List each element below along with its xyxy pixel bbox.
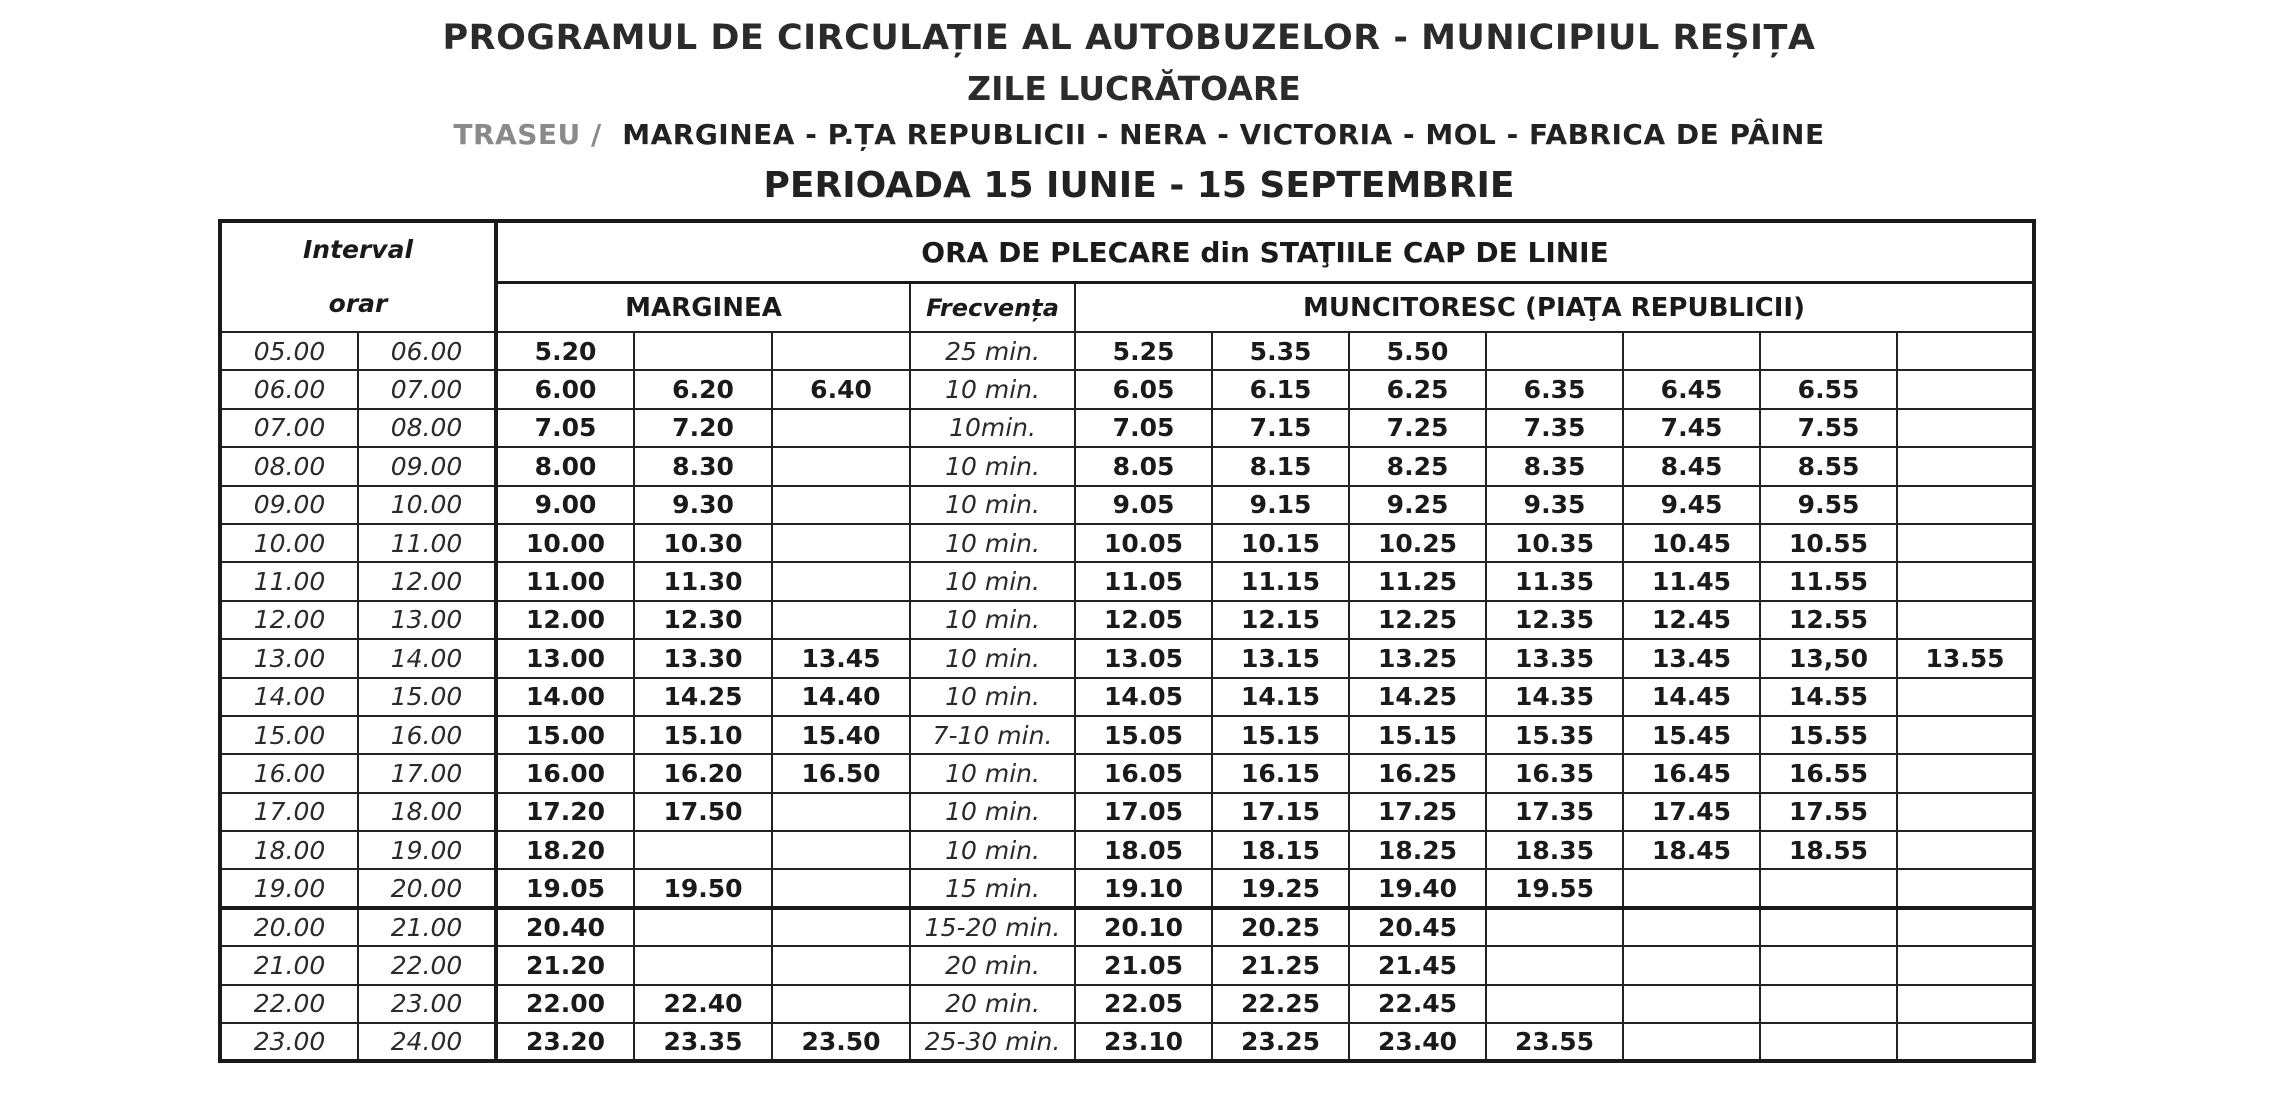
frequency-cell: 10 min. bbox=[910, 754, 1075, 792]
muncitoresc-departure: 15.45 bbox=[1623, 716, 1760, 754]
marginea-departure bbox=[634, 908, 772, 946]
muncitoresc-departure: 20.10 bbox=[1075, 908, 1212, 946]
marginea-departure bbox=[772, 869, 910, 907]
marginea-departure: 11.30 bbox=[634, 562, 772, 600]
period-title: PERIOADA 15 IUNIE - 15 SEPTEMBRIE bbox=[763, 165, 1515, 206]
interval-to: 24.00 bbox=[358, 1023, 496, 1061]
marginea-departure: 10.30 bbox=[634, 524, 772, 562]
muncitoresc-departure bbox=[1897, 332, 2034, 370]
muncitoresc-departure: 10.55 bbox=[1760, 524, 1897, 562]
muncitoresc-departure: 10.05 bbox=[1075, 524, 1212, 562]
interval-to: 13.00 bbox=[358, 601, 496, 639]
muncitoresc-departure: 6.45 bbox=[1623, 370, 1760, 408]
muncitoresc-departure: 14.15 bbox=[1212, 678, 1349, 716]
muncitoresc-departure: 18.45 bbox=[1623, 831, 1760, 869]
muncitoresc-departure bbox=[1623, 946, 1760, 984]
table-row bbox=[220, 601, 2034, 639]
muncitoresc-header: MUNCITORESC (PIAŢA REPUBLICII) bbox=[1075, 283, 2034, 332]
muncitoresc-departure: 5.50 bbox=[1349, 332, 1486, 370]
page-title: PROGRAMUL DE CIRCULAȚIE AL AUTOBUZELOR - MUNICIPIUL REȘIȚA bbox=[442, 18, 1816, 58]
frequency-cell: 10min. bbox=[910, 409, 1075, 447]
muncitoresc-departure: 13.35 bbox=[1486, 639, 1623, 677]
marginea-departure: 8.00 bbox=[496, 447, 634, 485]
muncitoresc-departure: 8.05 bbox=[1075, 447, 1212, 485]
muncitoresc-departure: 15.15 bbox=[1349, 716, 1486, 754]
interval-to: 20.00 bbox=[358, 869, 496, 907]
interval-to: 12.00 bbox=[358, 562, 496, 600]
interval-to: 21.00 bbox=[358, 908, 496, 946]
muncitoresc-departure: 13.25 bbox=[1349, 639, 1486, 677]
muncitoresc-departure: 19.40 bbox=[1349, 869, 1486, 907]
marginea-departure: 13.45 bbox=[772, 639, 910, 677]
marginea-departure: 8.30 bbox=[634, 447, 772, 485]
muncitoresc-departure: 8.55 bbox=[1760, 447, 1897, 485]
muncitoresc-departure: 13.55 bbox=[1897, 639, 2034, 677]
muncitoresc-departure: 9.05 bbox=[1075, 486, 1212, 524]
marginea-departure: 10.00 bbox=[496, 524, 634, 562]
muncitoresc-departure bbox=[1760, 908, 1897, 946]
muncitoresc-departure: 13.05 bbox=[1075, 639, 1212, 677]
marginea-departure: 23.20 bbox=[496, 1023, 634, 1061]
interval-to: 08.00 bbox=[358, 409, 496, 447]
muncitoresc-departure bbox=[1897, 601, 2034, 639]
marginea-departure: 19.50 bbox=[634, 869, 772, 907]
marginea-departure bbox=[772, 946, 910, 984]
muncitoresc-departure: 19.10 bbox=[1075, 869, 1212, 907]
interval-from: 05.00 bbox=[220, 332, 358, 370]
marginea-departure bbox=[772, 831, 910, 869]
muncitoresc-departure: 12.15 bbox=[1212, 601, 1349, 639]
marginea-departure: 14.40 bbox=[772, 678, 910, 716]
interval-from: 07.00 bbox=[220, 409, 358, 447]
interval-from: 21.00 bbox=[220, 946, 358, 984]
muncitoresc-departure: 21.05 bbox=[1075, 946, 1212, 984]
frequency-cell: 10 min. bbox=[910, 639, 1075, 677]
interval-from: 17.00 bbox=[220, 793, 358, 831]
marginea-departure: 22.00 bbox=[496, 985, 634, 1023]
interval-to: 16.00 bbox=[358, 716, 496, 754]
muncitoresc-departure: 22.45 bbox=[1349, 985, 1486, 1023]
muncitoresc-departure: 15.55 bbox=[1760, 716, 1897, 754]
route-line bbox=[0, 118, 2278, 151]
table-row bbox=[220, 447, 2034, 485]
marginea-departure bbox=[772, 332, 910, 370]
marginea-departure: 17.50 bbox=[634, 793, 772, 831]
marginea-departure bbox=[634, 332, 772, 370]
muncitoresc-departure bbox=[1623, 332, 1760, 370]
interval-from: 14.00 bbox=[220, 678, 358, 716]
marginea-departure: 22.40 bbox=[634, 985, 772, 1023]
frequency-cell: 25 min. bbox=[910, 332, 1075, 370]
marginea-departure: 9.00 bbox=[496, 486, 634, 524]
marginea-departure: 23.50 bbox=[772, 1023, 910, 1061]
muncitoresc-departure: 23.10 bbox=[1075, 1023, 1212, 1061]
muncitoresc-departure: 17.15 bbox=[1212, 793, 1349, 831]
muncitoresc-departure bbox=[1897, 562, 2034, 600]
marginea-departure: 16.20 bbox=[634, 754, 772, 792]
marginea-departure: 9.30 bbox=[634, 486, 772, 524]
muncitoresc-departure: 5.35 bbox=[1212, 332, 1349, 370]
frequency-cell: 15 min. bbox=[910, 869, 1075, 907]
marginea-departure: 19.05 bbox=[496, 869, 634, 907]
muncitoresc-departure bbox=[1623, 869, 1760, 907]
muncitoresc-departure: 12.55 bbox=[1760, 601, 1897, 639]
muncitoresc-departure: 11.05 bbox=[1075, 562, 1212, 600]
marginea-departure bbox=[634, 831, 772, 869]
marginea-header: MARGINEA bbox=[496, 283, 910, 332]
marginea-departure: 14.00 bbox=[496, 678, 634, 716]
frequency-cell: 10 min. bbox=[910, 678, 1075, 716]
interval-to: 07.00 bbox=[358, 370, 496, 408]
muncitoresc-departure: 14.55 bbox=[1760, 678, 1897, 716]
table-row bbox=[220, 793, 2034, 831]
interval-from: 08.00 bbox=[220, 447, 358, 485]
marginea-departure: 6.00 bbox=[496, 370, 634, 408]
muncitoresc-departure bbox=[1623, 908, 1760, 946]
muncitoresc-departure: 10.45 bbox=[1623, 524, 1760, 562]
frequency-cell: 15-20 min. bbox=[910, 908, 1075, 946]
marginea-departure bbox=[772, 908, 910, 946]
marginea-departure: 15.40 bbox=[772, 716, 910, 754]
interval-to: 19.00 bbox=[358, 831, 496, 869]
muncitoresc-departure bbox=[1486, 908, 1623, 946]
frequency-cell: 10 min. bbox=[910, 524, 1075, 562]
muncitoresc-departure: 23.55 bbox=[1486, 1023, 1623, 1061]
interval-to: 18.00 bbox=[358, 793, 496, 831]
table-row bbox=[220, 985, 2034, 1023]
marginea-departure: 12.30 bbox=[634, 601, 772, 639]
muncitoresc-departure bbox=[1897, 409, 2034, 447]
muncitoresc-departure: 15.05 bbox=[1075, 716, 1212, 754]
interval-to: 09.00 bbox=[358, 447, 496, 485]
table-row bbox=[220, 716, 2034, 754]
muncitoresc-departure bbox=[1760, 869, 1897, 907]
muncitoresc-departure: 6.05 bbox=[1075, 370, 1212, 408]
muncitoresc-departure: 9.35 bbox=[1486, 486, 1623, 524]
muncitoresc-departure: 13.45 bbox=[1623, 639, 1760, 677]
marginea-departure bbox=[634, 946, 772, 984]
muncitoresc-departure: 12.05 bbox=[1075, 601, 1212, 639]
muncitoresc-departure: 18.35 bbox=[1486, 831, 1623, 869]
frequency-cell: 10 min. bbox=[910, 601, 1075, 639]
frequency-cell: 10 min. bbox=[910, 370, 1075, 408]
muncitoresc-departure bbox=[1486, 332, 1623, 370]
interval-from: 11.00 bbox=[220, 562, 358, 600]
muncitoresc-departure: 16.05 bbox=[1075, 754, 1212, 792]
muncitoresc-departure: 18.55 bbox=[1760, 831, 1897, 869]
interval-to: 22.00 bbox=[358, 946, 496, 984]
marginea-departure: 14.25 bbox=[634, 678, 772, 716]
muncitoresc-departure bbox=[1760, 946, 1897, 984]
marginea-departure bbox=[772, 409, 910, 447]
route-label: TRASEU / bbox=[453, 118, 602, 151]
muncitoresc-departure: 7.05 bbox=[1075, 409, 1212, 447]
muncitoresc-departure: 8.15 bbox=[1212, 447, 1349, 485]
frequency-cell: 25-30 min. bbox=[910, 1023, 1075, 1061]
muncitoresc-departure: 16.45 bbox=[1623, 754, 1760, 792]
muncitoresc-departure bbox=[1897, 946, 2034, 984]
marginea-departure: 7.20 bbox=[634, 409, 772, 447]
interval-to: 15.00 bbox=[358, 678, 496, 716]
table-row bbox=[220, 908, 2034, 946]
muncitoresc-departure: 15.35 bbox=[1486, 716, 1623, 754]
muncitoresc-departure: 7.35 bbox=[1486, 409, 1623, 447]
muncitoresc-departure: 19.55 bbox=[1486, 869, 1623, 907]
muncitoresc-departure bbox=[1897, 678, 2034, 716]
marginea-departure: 6.20 bbox=[634, 370, 772, 408]
muncitoresc-departure: 6.25 bbox=[1349, 370, 1486, 408]
muncitoresc-departure: 14.25 bbox=[1349, 678, 1486, 716]
interval-to: 11.00 bbox=[358, 524, 496, 562]
muncitoresc-departure: 10.25 bbox=[1349, 524, 1486, 562]
table-row bbox=[220, 524, 2034, 562]
muncitoresc-departure: 23.40 bbox=[1349, 1023, 1486, 1061]
muncitoresc-departure: 9.45 bbox=[1623, 486, 1760, 524]
frequency-cell: 10 min. bbox=[910, 486, 1075, 524]
muncitoresc-departure: 6.55 bbox=[1760, 370, 1897, 408]
marginea-departure bbox=[772, 601, 910, 639]
muncitoresc-departure bbox=[1897, 908, 2034, 946]
interval-header-line2: orar bbox=[328, 289, 388, 318]
muncitoresc-departure bbox=[1897, 447, 2034, 485]
muncitoresc-departure: 8.35 bbox=[1486, 447, 1623, 485]
muncitoresc-departure bbox=[1897, 831, 2034, 869]
muncitoresc-departure bbox=[1897, 716, 2034, 754]
table-row bbox=[220, 332, 2034, 370]
marginea-departure: 18.20 bbox=[496, 831, 634, 869]
interval-from: 16.00 bbox=[220, 754, 358, 792]
muncitoresc-departure: 6.15 bbox=[1212, 370, 1349, 408]
departure-header: ORA DE PLECARE din STAŢIILE CAP DE LINIE bbox=[496, 221, 2034, 283]
muncitoresc-departure: 18.05 bbox=[1075, 831, 1212, 869]
interval-from: 23.00 bbox=[220, 1023, 358, 1061]
muncitoresc-departure: 15.15 bbox=[1212, 716, 1349, 754]
muncitoresc-departure: 11.15 bbox=[1212, 562, 1349, 600]
muncitoresc-departure: 14.45 bbox=[1623, 678, 1760, 716]
muncitoresc-departure: 9.55 bbox=[1760, 486, 1897, 524]
marginea-departure: 15.10 bbox=[634, 716, 772, 754]
muncitoresc-departure bbox=[1897, 524, 2034, 562]
route-stops: MARGINEA - P.ȚA REPUBLICII - NERA - VICTORIA - MOL - FABRICA DE PÂINE bbox=[622, 118, 1825, 151]
muncitoresc-departure bbox=[1486, 946, 1623, 984]
interval-to: 10.00 bbox=[358, 486, 496, 524]
marginea-departure: 13.00 bbox=[496, 639, 634, 677]
table-row bbox=[220, 409, 2034, 447]
muncitoresc-departure bbox=[1897, 985, 2034, 1023]
muncitoresc-departure: 6.35 bbox=[1486, 370, 1623, 408]
marginea-departure: 11.00 bbox=[496, 562, 634, 600]
muncitoresc-departure bbox=[1760, 332, 1897, 370]
interval-to: 23.00 bbox=[358, 985, 496, 1023]
muncitoresc-departure bbox=[1486, 985, 1623, 1023]
muncitoresc-departure: 9.25 bbox=[1349, 486, 1486, 524]
interval-from: 19.00 bbox=[220, 869, 358, 907]
frequency-cell: 10 min. bbox=[910, 447, 1075, 485]
muncitoresc-departure: 16.15 bbox=[1212, 754, 1349, 792]
marginea-departure: 5.20 bbox=[496, 332, 634, 370]
muncitoresc-departure: 23.25 bbox=[1212, 1023, 1349, 1061]
marginea-departure: 13.30 bbox=[634, 639, 772, 677]
muncitoresc-departure: 17.55 bbox=[1760, 793, 1897, 831]
table-row bbox=[220, 946, 2034, 984]
muncitoresc-departure bbox=[1897, 370, 2034, 408]
table-row bbox=[220, 678, 2034, 716]
muncitoresc-departure: 11.25 bbox=[1349, 562, 1486, 600]
muncitoresc-departure bbox=[1623, 1023, 1760, 1061]
table-row bbox=[220, 869, 2034, 907]
muncitoresc-departure: 5.25 bbox=[1075, 332, 1212, 370]
muncitoresc-departure: 12.35 bbox=[1486, 601, 1623, 639]
table-row bbox=[220, 1023, 2034, 1061]
interval-to: 06.00 bbox=[358, 332, 496, 370]
muncitoresc-departure: 14.35 bbox=[1486, 678, 1623, 716]
table-row bbox=[220, 370, 2034, 408]
marginea-departure: 20.40 bbox=[496, 908, 634, 946]
muncitoresc-departure: 13.15 bbox=[1212, 639, 1349, 677]
frequency-cell: 10 min. bbox=[910, 831, 1075, 869]
muncitoresc-departure: 22.05 bbox=[1075, 985, 1212, 1023]
interval-header-line1: Interval bbox=[302, 235, 414, 264]
marginea-departure: 6.40 bbox=[772, 370, 910, 408]
muncitoresc-departure: 7.55 bbox=[1760, 409, 1897, 447]
muncitoresc-departure bbox=[1897, 793, 2034, 831]
muncitoresc-departure bbox=[1623, 985, 1760, 1023]
muncitoresc-departure: 16.35 bbox=[1486, 754, 1623, 792]
muncitoresc-departure: 14.05 bbox=[1075, 678, 1212, 716]
table-row bbox=[220, 754, 2034, 792]
interval-header bbox=[220, 221, 496, 332]
schedule-body bbox=[220, 332, 2034, 1061]
muncitoresc-departure: 11.55 bbox=[1760, 562, 1897, 600]
marginea-departure: 17.20 bbox=[496, 793, 634, 831]
schedule-table bbox=[218, 219, 2036, 1063]
marginea-departure: 16.50 bbox=[772, 754, 910, 792]
interval-from: 12.00 bbox=[220, 601, 358, 639]
muncitoresc-departure bbox=[1897, 869, 2034, 907]
frequency-header: Frecvența bbox=[910, 283, 1075, 332]
interval-from: 13.00 bbox=[220, 639, 358, 677]
muncitoresc-departure: 11.45 bbox=[1623, 562, 1760, 600]
interval-from: 10.00 bbox=[220, 524, 358, 562]
interval-from: 22.00 bbox=[220, 985, 358, 1023]
muncitoresc-departure: 20.25 bbox=[1212, 908, 1349, 946]
muncitoresc-departure: 21.25 bbox=[1212, 946, 1349, 984]
muncitoresc-departure: 12.45 bbox=[1623, 601, 1760, 639]
muncitoresc-departure: 17.35 bbox=[1486, 793, 1623, 831]
marginea-departure bbox=[772, 562, 910, 600]
table-row bbox=[220, 562, 2034, 600]
muncitoresc-departure: 10.15 bbox=[1212, 524, 1349, 562]
interval-from: 18.00 bbox=[220, 831, 358, 869]
muncitoresc-departure: 11.35 bbox=[1486, 562, 1623, 600]
interval-from: 06.00 bbox=[220, 370, 358, 408]
muncitoresc-departure: 12.25 bbox=[1349, 601, 1486, 639]
muncitoresc-departure: 17.25 bbox=[1349, 793, 1486, 831]
muncitoresc-departure: 9.15 bbox=[1212, 486, 1349, 524]
muncitoresc-departure: 7.25 bbox=[1349, 409, 1486, 447]
frequency-cell: 20 min. bbox=[910, 946, 1075, 984]
marginea-departure: 21.20 bbox=[496, 946, 634, 984]
muncitoresc-departure: 8.25 bbox=[1349, 447, 1486, 485]
muncitoresc-departure bbox=[1760, 1023, 1897, 1061]
muncitoresc-departure: 17.05 bbox=[1075, 793, 1212, 831]
marginea-departure bbox=[772, 486, 910, 524]
interval-from: 09.00 bbox=[220, 486, 358, 524]
interval-from: 15.00 bbox=[220, 716, 358, 754]
marginea-departure: 15.00 bbox=[496, 716, 634, 754]
marginea-departure: 12.00 bbox=[496, 601, 634, 639]
interval-to: 17.00 bbox=[358, 754, 496, 792]
marginea-departure: 7.05 bbox=[496, 409, 634, 447]
marginea-departure: 16.00 bbox=[496, 754, 634, 792]
marginea-departure bbox=[772, 793, 910, 831]
muncitoresc-departure: 17.45 bbox=[1623, 793, 1760, 831]
interval-from: 20.00 bbox=[220, 908, 358, 946]
muncitoresc-departure: 8.45 bbox=[1623, 447, 1760, 485]
table-row bbox=[220, 486, 2034, 524]
marginea-departure bbox=[772, 985, 910, 1023]
frequency-cell: 10 min. bbox=[910, 562, 1075, 600]
muncitoresc-departure: 18.25 bbox=[1349, 831, 1486, 869]
marginea-departure bbox=[772, 447, 910, 485]
muncitoresc-departure bbox=[1897, 486, 2034, 524]
muncitoresc-departure: 16.55 bbox=[1760, 754, 1897, 792]
muncitoresc-departure: 16.25 bbox=[1349, 754, 1486, 792]
muncitoresc-departure: 19.25 bbox=[1212, 869, 1349, 907]
table-row bbox=[220, 831, 2034, 869]
muncitoresc-departure: 21.45 bbox=[1349, 946, 1486, 984]
interval-to: 14.00 bbox=[358, 639, 496, 677]
marginea-departure: 23.35 bbox=[634, 1023, 772, 1061]
muncitoresc-departure bbox=[1897, 754, 2034, 792]
muncitoresc-departure: 22.25 bbox=[1212, 985, 1349, 1023]
frequency-cell: 10 min. bbox=[910, 793, 1075, 831]
muncitoresc-departure: 7.45 bbox=[1623, 409, 1760, 447]
page-subtitle: ZILE LUCRĂTOARE bbox=[967, 69, 1301, 108]
muncitoresc-departure: 18.15 bbox=[1212, 831, 1349, 869]
muncitoresc-departure: 13,50 bbox=[1760, 639, 1897, 677]
marginea-departure bbox=[772, 524, 910, 562]
muncitoresc-departure: 7.15 bbox=[1212, 409, 1349, 447]
muncitoresc-departure bbox=[1760, 985, 1897, 1023]
frequency-cell: 7-10 min. bbox=[910, 716, 1075, 754]
table-row bbox=[220, 639, 2034, 677]
muncitoresc-departure: 10.35 bbox=[1486, 524, 1623, 562]
frequency-cell: 20 min. bbox=[910, 985, 1075, 1023]
muncitoresc-departure bbox=[1897, 1023, 2034, 1061]
muncitoresc-departure: 20.45 bbox=[1349, 908, 1486, 946]
